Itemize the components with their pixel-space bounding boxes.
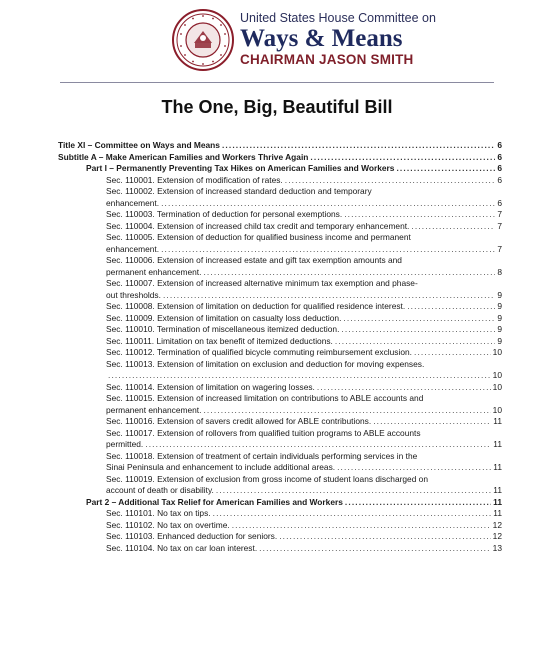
dot-leader	[407, 301, 495, 313]
toc-entry-label-line1: Sec. 110005. Extension of deduction for qualified business income and permanent	[106, 232, 411, 242]
dot-leader	[213, 508, 492, 520]
toc-entry-label: Sec. 110014. Extension of limitation on wagering losses.	[106, 381, 315, 392]
toc-entry[interactable]	[58, 209, 502, 221]
toc-entry[interactable]	[58, 255, 502, 278]
toc-entry-page-number: 9	[497, 335, 502, 346]
toc-entry-page-number: 7	[497, 209, 502, 219]
toc-entry-label: account of death or disability.	[106, 485, 214, 495]
toc-entry-page-number: 6	[497, 151, 502, 162]
toc-entry-label: Sec. 110102. No tax on overtime.	[106, 519, 230, 530]
toc-entry-page-number: 8	[497, 266, 502, 277]
toc-entry-page-number: 6	[497, 197, 502, 208]
dot-leader	[108, 370, 491, 382]
toc-entry[interactable]	[58, 301, 502, 313]
toc-entry[interactable]	[58, 359, 502, 382]
toc-entry-page-number: 11	[493, 439, 502, 449]
dot-leader	[203, 405, 490, 417]
document-title: The One, Big, Beautiful Bill	[161, 97, 393, 117]
toc-entry-label-line1: Sec. 110006. Extension of increased estate and gift tax exemption amounts and	[106, 255, 402, 265]
toc-entry[interactable]	[58, 313, 502, 325]
toc-entry-page-number: 12	[492, 531, 502, 541]
dot-leader	[222, 140, 495, 152]
dot-leader	[345, 497, 491, 509]
toc-entry-label-line1: Sec. 110015. Extension of increased limitation on contributions to ABLE accounts and	[106, 393, 424, 403]
toc-entry-page-number: 10	[492, 347, 502, 357]
toc-entry-label: Sec. 110103. Enhanced deduction for seniors.	[106, 531, 278, 541]
toc-entry-label: Part 2 – Additional Tax Relief for American Families and Workers	[86, 496, 343, 507]
toc-entry[interactable]	[58, 382, 502, 394]
toc-entry-page-number: 9	[497, 312, 502, 323]
toc-entry-label: Sec. 110016. Extension of savers credit allowed for ABLE contributions.	[106, 416, 372, 426]
dot-leader	[411, 221, 495, 233]
table-of-contents	[58, 140, 502, 554]
toc-entry-label: Sec. 110011. Limitation on tax benefit of itemized deductions.	[106, 335, 333, 346]
committee-line: United States House Committee on	[240, 11, 436, 25]
toc-entry-page-number: 11	[493, 496, 502, 507]
toc-entry-label: Sec. 110010. Termination of miscellaneous itemized deduction.	[106, 324, 340, 334]
committee-seal-icon	[172, 9, 234, 71]
toc-entry-label-line1: Sec. 110002. Extension of increased standard deduction and temporary	[106, 186, 372, 196]
toc-entry-page-number: 6	[497, 174, 502, 185]
toc-entry-label: permanent enhancement.	[106, 266, 202, 277]
toc-entry[interactable]	[58, 152, 502, 164]
toc-entry-label: out thresholds.	[106, 289, 161, 300]
toc-entry-page-number: 6	[497, 140, 502, 150]
toc-entry[interactable]	[58, 451, 502, 474]
toc-entry[interactable]	[58, 531, 502, 543]
toc-entry-label: Sec. 110001. Extension of modification of rates.	[106, 174, 283, 185]
toc-entry[interactable]	[58, 221, 502, 233]
toc-entry[interactable]	[58, 428, 502, 451]
toc-entry-page-number: 10	[492, 370, 502, 380]
dot-leader	[161, 244, 495, 256]
header-divider	[60, 82, 494, 83]
toc-entry-label: permanent enhancement.	[106, 404, 202, 415]
toc-entry-page-number: 11	[493, 508, 502, 518]
dot-leader	[335, 336, 495, 348]
toc-entry[interactable]	[58, 497, 502, 509]
toc-entry-label-line1: Sec. 110013. Extension of limitation on exclusion and deduction for moving expenses.	[106, 358, 425, 369]
letterhead	[0, 0, 554, 80]
dot-leader	[341, 324, 495, 336]
dot-leader	[414, 347, 491, 359]
toc-entry-label: Sec. 110101. No tax on tips.	[106, 508, 211, 518]
toc-entry[interactable]	[58, 543, 502, 555]
toc-entry[interactable]	[58, 520, 502, 532]
dot-leader	[396, 163, 495, 175]
dot-leader	[317, 382, 491, 394]
dot-leader	[344, 209, 495, 221]
toc-entry-page-number: 9	[497, 324, 502, 334]
toc-entry[interactable]	[58, 163, 502, 175]
dot-leader	[203, 267, 495, 279]
toc-entry[interactable]	[58, 336, 502, 348]
toc-entry[interactable]	[58, 416, 502, 428]
toc-entry[interactable]	[58, 175, 502, 187]
toc-entry-label: Sec. 110009. Extension of limitation on casualty loss deduction.	[106, 312, 342, 323]
toc-entry-page-number: 10	[492, 381, 502, 392]
dot-leader	[161, 198, 495, 210]
toc-entry-label: Subtitle A – Make American Families and Workers Thrive Again	[58, 151, 309, 162]
toc-entry-label: Sec. 110104. No tax on car loan interest.	[106, 542, 258, 553]
dot-leader	[337, 462, 491, 474]
dot-leader	[232, 520, 491, 532]
committee-name: Ways & Means	[240, 25, 403, 52]
toc-entry-label: permitted.	[106, 439, 144, 449]
toc-entry-label-line1: Sec. 110017. Extension of rollovers from qualified tuition programs to ABLE accounts	[106, 427, 421, 438]
toc-entry-page-number: 9	[497, 289, 502, 300]
toc-entry[interactable]	[58, 508, 502, 520]
dot-leader	[373, 416, 491, 428]
toc-entry-page-number: 10	[492, 404, 502, 415]
toc-entry-page-number: 13	[492, 542, 502, 553]
dot-leader	[145, 439, 491, 451]
toc-entry-page-number: 11	[493, 462, 502, 472]
dot-leader	[216, 485, 491, 497]
toc-entry-page-number: 11	[493, 416, 502, 426]
dot-leader	[310, 152, 495, 164]
toc-entry-page-number: 6	[497, 163, 502, 173]
toc-entry-label: Part I – Permanently Preventing Tax Hikes on American Families and Workers	[86, 163, 395, 173]
toc-entry-label: Sinai Peninsula and enhancement to include additional areas.	[106, 462, 336, 472]
toc-entry[interactable]	[58, 278, 502, 301]
toc-entry-label-line1: Sec. 110018. Extension of treatment of certain individuals performing services in the	[106, 450, 418, 461]
toc-entry[interactable]	[58, 324, 502, 336]
dot-leader	[343, 313, 495, 325]
toc-entry-label: Sec. 110008. Extension of limitation on deduction for qualified residence interest.	[106, 301, 406, 311]
toc-entry-label-line1: Sec. 110007. Extension of increased alternative minimum tax exemption and phase-	[106, 278, 418, 288]
dot-leader	[279, 531, 490, 543]
toc-entry-label: Title XI – Committee on Ways and Means	[58, 140, 220, 150]
toc-entry[interactable]	[58, 186, 502, 209]
dot-leader	[285, 175, 496, 187]
toc-entry-page-number: 11	[493, 485, 502, 495]
toc-entry-page-number: 7	[497, 243, 502, 254]
toc-entry-label: Sec. 110003. Termination of deduction for personal exemptions.	[106, 209, 343, 219]
toc-entry-label: enhancement.	[106, 197, 160, 208]
toc-entry-label: enhancement.	[106, 243, 160, 254]
toc-entry-label-line1: Sec. 110019. Extension of exclusion from gross income of student loans discharged on	[106, 473, 429, 484]
toc-entry-label: Sec. 110004. Extension of increased child tax credit and temporary enhancement.	[106, 220, 410, 231]
toc-entry[interactable]	[58, 232, 502, 255]
chairman-line: CHAIRMAN JASON SMITH	[240, 52, 414, 67]
dot-leader	[163, 290, 495, 302]
toc-entry[interactable]	[58, 474, 502, 497]
toc-entry-page-number: 7	[497, 220, 502, 231]
toc-entry-label: Sec. 110012. Termination of qualified bicycle commuting reimbursement exclusion.	[106, 347, 412, 357]
toc-entry[interactable]	[58, 347, 502, 359]
toc-entry[interactable]	[58, 140, 502, 152]
toc-entry[interactable]	[58, 393, 502, 416]
toc-entry-page-number: 9	[497, 301, 502, 311]
dot-leader	[259, 543, 491, 555]
letterhead-text	[240, 11, 436, 68]
toc-entry-page-number: 12	[492, 519, 502, 530]
